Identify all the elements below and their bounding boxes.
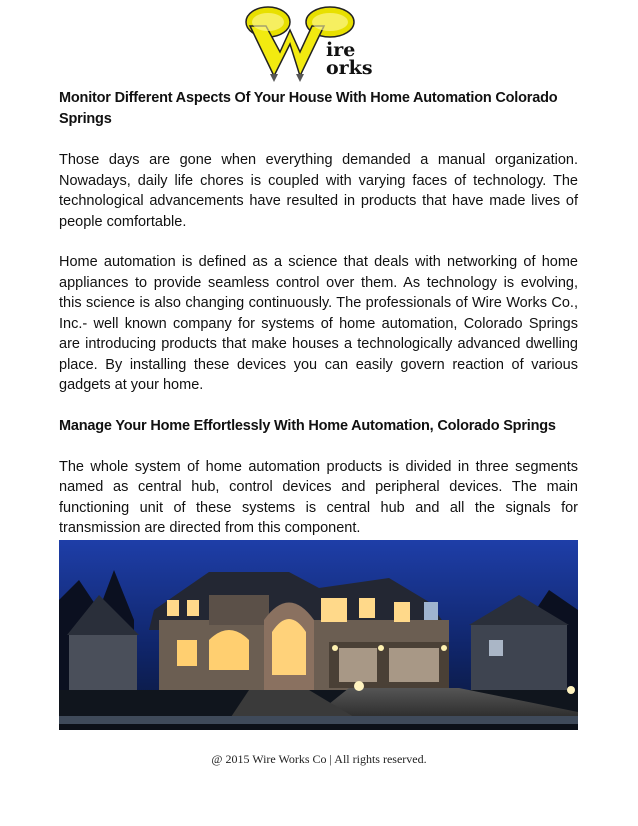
article bbox=[59, 88, 578, 539]
wire-works-logo bbox=[240, 4, 400, 84]
copyright-footer: @ 2015 Wire Works Co | All rights reserved. bbox=[211, 752, 427, 766]
house-photo bbox=[59, 540, 578, 730]
logo-text-line1: ire bbox=[326, 39, 356, 61]
paragraph-segments: The whole system of home automation products is divided in three segments named as central hub, control devices and peripheral devices. The main functioning unit of these systems is central hub and all the signals for transmission are directed from this component. bbox=[59, 458, 578, 536]
paragraph-definition: Home automation is defined as a science that deals with networking of home appliances to provide seamless control over them. As technology is evolving, this science is also changing continuously. The professionals of Wire Works Co., Inc.- well known company for systems of home automation, Colorado Springs are introducing products that make houses a technologically advanced dwelling place. By installing these devices you can easily govern reaction of various gadgets at your home. bbox=[59, 254, 578, 393]
heading-monitor: Monitor Different Aspects Of Your House With Home Automation Colorado Springs bbox=[59, 90, 558, 127]
heading-manage: Manage Your Home Effortlessly With Home Automation, Colorado Springs bbox=[59, 417, 556, 434]
paragraph-intro: Those days are gone when everything demanded a manual organization. Nowadays, daily life chores is coupled with varying faces of technology. The technological advancements have resulted in products that have made lives of people comfortable. bbox=[59, 152, 578, 230]
logo-text-line2: orks bbox=[326, 57, 373, 79]
